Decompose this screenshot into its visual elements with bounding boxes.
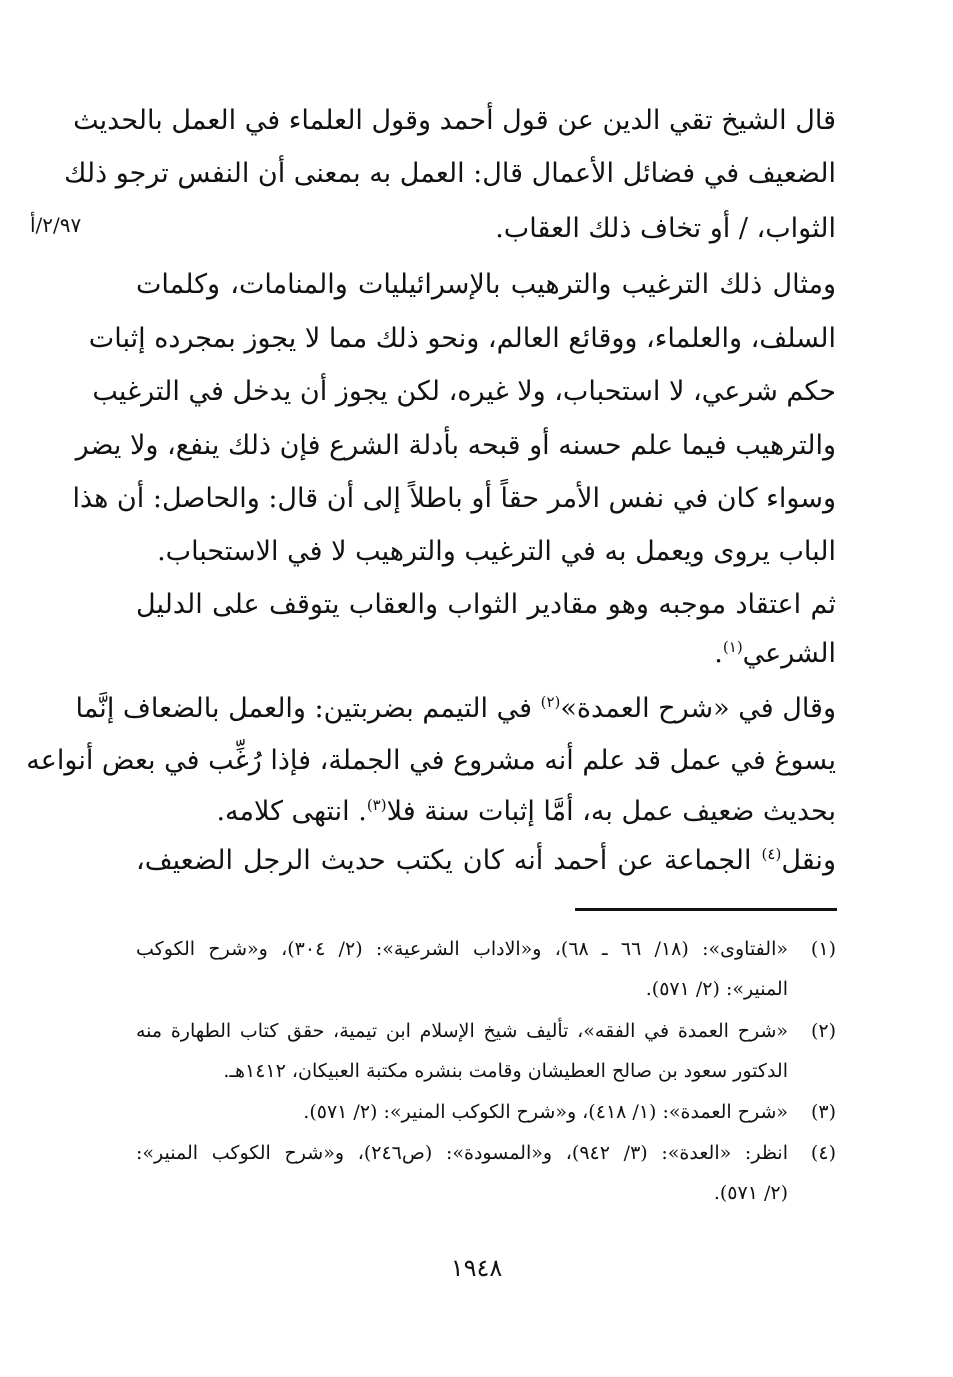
footnote-text: «شرح العمدة»: (١/ ٤١٨)، و«شرح الكوكب المنير»: (٢/ ٥٧١). (303, 1101, 788, 1123)
body-text: . انتهى كلامه. (216, 796, 367, 827)
page-number: ١٩٤٨ (450, 1254, 503, 1282)
body-line: حكم شرعي، لا استحباب، ولا غيره، لكن يجوز أن يدخل في الترغيب (92, 376, 836, 407)
body-text: الشرعي (742, 638, 836, 669)
body-text: في التيمم بضربتين: والعمل بالضعاف إنَّما (75, 693, 541, 724)
footnote-1-line (136, 934, 836, 964)
body-line: ثم اعتقاد موجبه وهو مقادير الثواب والعقاب يتوقف على الدليل (136, 589, 836, 620)
body-line: يسوغ في عمل قد علم أنه مشروع في الجملة، فإذا رُغِّب في بعض أنواعه (26, 745, 836, 776)
body-line: الثواب، / أو تخاف ذلك العقاب. (495, 213, 836, 244)
body-line (136, 789, 836, 835)
footnote-number: (١) (810, 938, 836, 960)
footnote-text: «شرح العمدة في الفقه»، تأليف شيخ الإسلام ابن تيمية، حقق كتاب الطهارة منه (136, 1020, 788, 1042)
footnote-marker: (٢) (540, 693, 561, 711)
footnote-text: «الفتاوى»: (١٨/ ٦٦ ـ ٦٨)، و«الاداب الشرعية»: (٢/ ٣٠٤)، و«شرح الكوكب (136, 938, 788, 960)
period: . (714, 638, 723, 669)
footnote-number: (٤) (810, 1142, 836, 1164)
footnote-number: (٣) (810, 1101, 836, 1123)
body-line (136, 631, 836, 677)
body-line: ومثال ذلك الترغيب والترهيب بالإسرائيليات والمنامات، وكلمات (136, 269, 836, 300)
footnote-marker: (٣) (366, 796, 387, 814)
footnote-3-line (136, 1097, 836, 1127)
footnote-text: انظر: «العدة»: (٣/ ٩٤٢)، و«المسودة»: (ص٢٤٦)، و«شرح الكوكب المنير»: (136, 1142, 788, 1164)
footnote-1-line: المنير»: (٢/ ٥٧١). (645, 978, 788, 1000)
body-line: الباب يروى ويعمل به في الترغيب والترهيب لا في الاستحباب. (157, 536, 836, 567)
body-line (75, 686, 836, 732)
body-text: ونقل (781, 845, 836, 876)
body-text: وقال في «شرح العمدة» (560, 693, 836, 724)
manuscript-folio-reference: ٢/٩٧/أ (30, 213, 82, 237)
body-text: الجماعة عن أحمد أنه كان يكتب حديث الرجل الضعيف، (136, 845, 762, 876)
body-line: والترهيب فيما علم حسنه أو قبحه بأدلة الشرع فإن ذلك ينفع، ولا يضر (75, 430, 836, 461)
footnote-2-line (136, 1016, 836, 1046)
body-line: قال الشيخ تقي الدين عن قول أحمد وقول العلماء في العمل بالحديث (73, 105, 836, 136)
footnote-2-line: الدكتور سعود بن صالح العطيشان وقامت بنشره مكتبة العبيكان، ١٤١٢هـ. (223, 1060, 788, 1082)
footnote-separator (575, 908, 837, 911)
body-line (136, 838, 836, 884)
body-line: الضعيف في فضائل الأعمال قال: العمل به بمعنى أن النفس ترجو ذلك (64, 158, 836, 189)
footnote-marker: (٤) (761, 845, 782, 863)
body-line: وسواء كان في نفس الأمر حقاً أو باطلاً إلى أن قال: والحاصل: أن هذا (72, 483, 836, 514)
footnote-marker: (١) (722, 638, 743, 656)
body-text: بحديث ضعيف عمل به، أمَّا إثبات سنة فلا (386, 796, 836, 827)
footnote-4-line (136, 1138, 836, 1168)
footnote-4-line: (٢/ ٥٧١). (713, 1182, 788, 1204)
footnote-number: (٢) (810, 1020, 836, 1042)
body-line: السلف، والعلماء، ووقائع العالم، ونحو ذلك مما لا يجوز بمجرده إثبات (88, 323, 836, 354)
